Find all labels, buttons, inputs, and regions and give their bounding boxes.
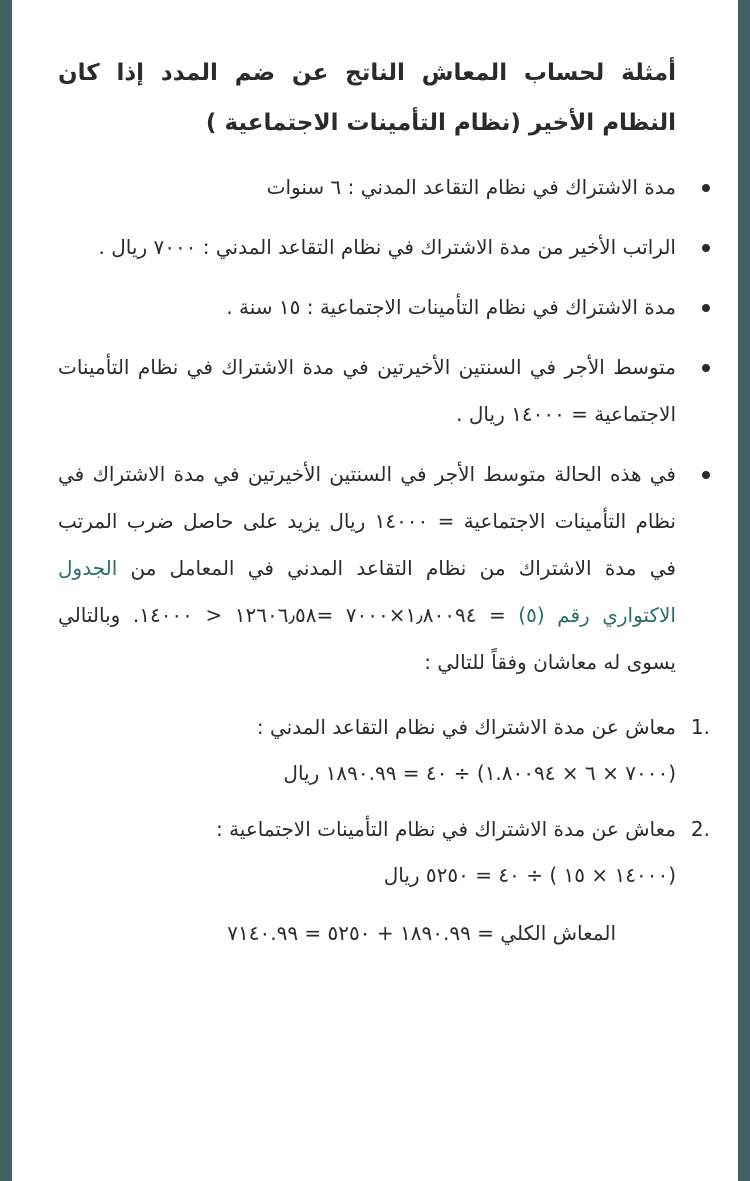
actuarial-table-link[interactable]: الجدول الاكتواري رقم (٥) xyxy=(58,556,676,627)
document-page xyxy=(12,0,738,1181)
section-heading: أمثلة لحساب المعاش الناتج عن ضم المدد إذا كان النظام الأخير (نظام التأمينات الاجتماعية ) xyxy=(58,60,676,136)
list-item: الراتب الأخير من مدة الاشتراك في نظام التقاعد المدني : ٧٠٠٠ ريال . xyxy=(58,224,676,271)
step-label: معاش عن مدة الاشتراك في نظام التأمينات الاجتماعية : xyxy=(215,817,676,841)
step-number: 1. xyxy=(690,715,710,739)
step-label: معاش عن مدة الاشتراك في نظام التقاعد المدني : xyxy=(256,715,676,739)
list-item: متوسط الأجر في السنتين الأخيرتين في مدة الاشتراك في نظام التأمينات الاجتماعية = ١٤٠٠٠ ريال . xyxy=(58,344,676,438)
case-list-item: في هذه الحالة متوسط الأجر في السنتين الأخيرتين في مدة الاشتراك في نظام التأمينات الاجتماعية = ١٤٠٠٠ ريال يزيد على حاصل ضرب المرتب في مدة الاشتراك من نظام التقاعد المدني في المعامل من الجدول الاكتواري رقم (٥) = ١٫٨٠٠٩٤×٧٠٠٠ =١٢٦٠٦٫٥٨ < ١٤٠٠٠. وبالتالي يسوى له معاشان وفقاً للتالي : xyxy=(58,451,676,686)
step-item xyxy=(58,704,710,796)
step-number: 2. xyxy=(690,817,710,841)
pension-steps xyxy=(58,704,710,898)
list-item: مدة الاشتراك في نظام التأمينات الاجتماعية : ١٥ سنة . xyxy=(58,284,676,331)
facts-list xyxy=(58,164,676,686)
step-item xyxy=(58,806,710,898)
step-calculation: (١٤٠٠٠ × ١٥ ) ÷ ٤٠ = ٥٢٥٠ ريال xyxy=(383,863,676,887)
step-calculation: (٧٠٠٠ × ٦ × ١.٨٠٠٩٤) ÷ ٤٠ = ١٨٩٠.٩٩ ريال xyxy=(283,761,676,785)
bullet-icon xyxy=(702,471,710,479)
bullet-icon xyxy=(702,244,710,252)
bullet-icon xyxy=(702,304,710,312)
list-item: مدة الاشتراك في نظام التقاعد المدني : ٦ سنوات xyxy=(58,164,676,211)
article-content xyxy=(58,48,710,956)
total-pension: المعاش الكلي = ١٨٩٠.٩٩ + ٥٢٥٠ = ٧١٤٠.٩٩ xyxy=(227,921,616,945)
bullet-icon xyxy=(702,364,710,372)
bullet-icon xyxy=(702,184,710,192)
